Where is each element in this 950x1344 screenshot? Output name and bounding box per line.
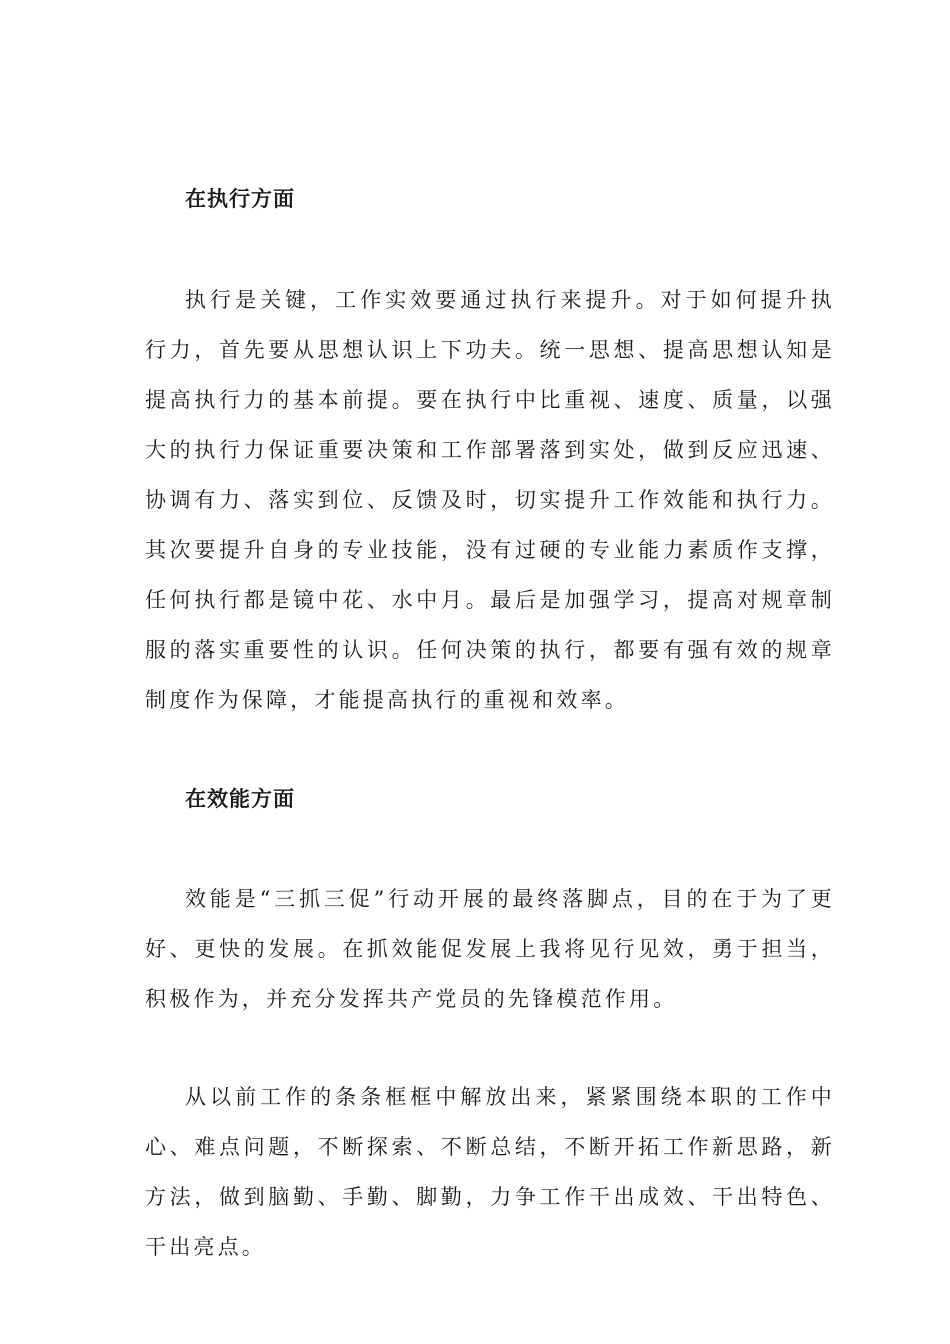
paragraph-execution: 执行是关键，工作实效要通过执行来提升。对于如何提升执行力，首先要从思想认识上下功夫。统一思想、提高思想认知是提高执行力的基本前提。要在执行中比重视、速度、质量，以强大的执行力保证重要决策和工作部署落到实处，做到反应迅速、协调有力、落实到位、反馈及时，切实提升工作效能和执行力。其次要提升自身的专业技能，没有过硬的专业能力素质作支撑，任何执行都是镜中花、水中月。最后是加强学习，提高对规章制服的落实重要性的认识。任何决策的执行，都要有强有效的规章制度作为保障，才能提高执行的重视和效率。 (145, 288, 835, 712)
section-heading-execution: 在执行方面 (185, 186, 295, 211)
paragraph-efficiency-2: 从以前工作的条条框框中解放出来，紧紧围绕本职的工作中心、难点问题，不断探索、不断总结，不断开拓工作新思路，新方法，做到脑勤、手勤、脚勤，力争工作干出成效、干出特色、干出亮点。 (145, 1085, 835, 1259)
paragraph-efficiency-1: 效能是“三抓三促”行动开展的最终落脚点，目的在于为了更好、更快的发展。在抓效能促发展上我将见行见效，勇于担当，积极作为，并充分发挥共产党员的先锋模范作用。 (145, 887, 835, 1011)
section-heading-efficiency: 在效能方面 (185, 786, 295, 811)
